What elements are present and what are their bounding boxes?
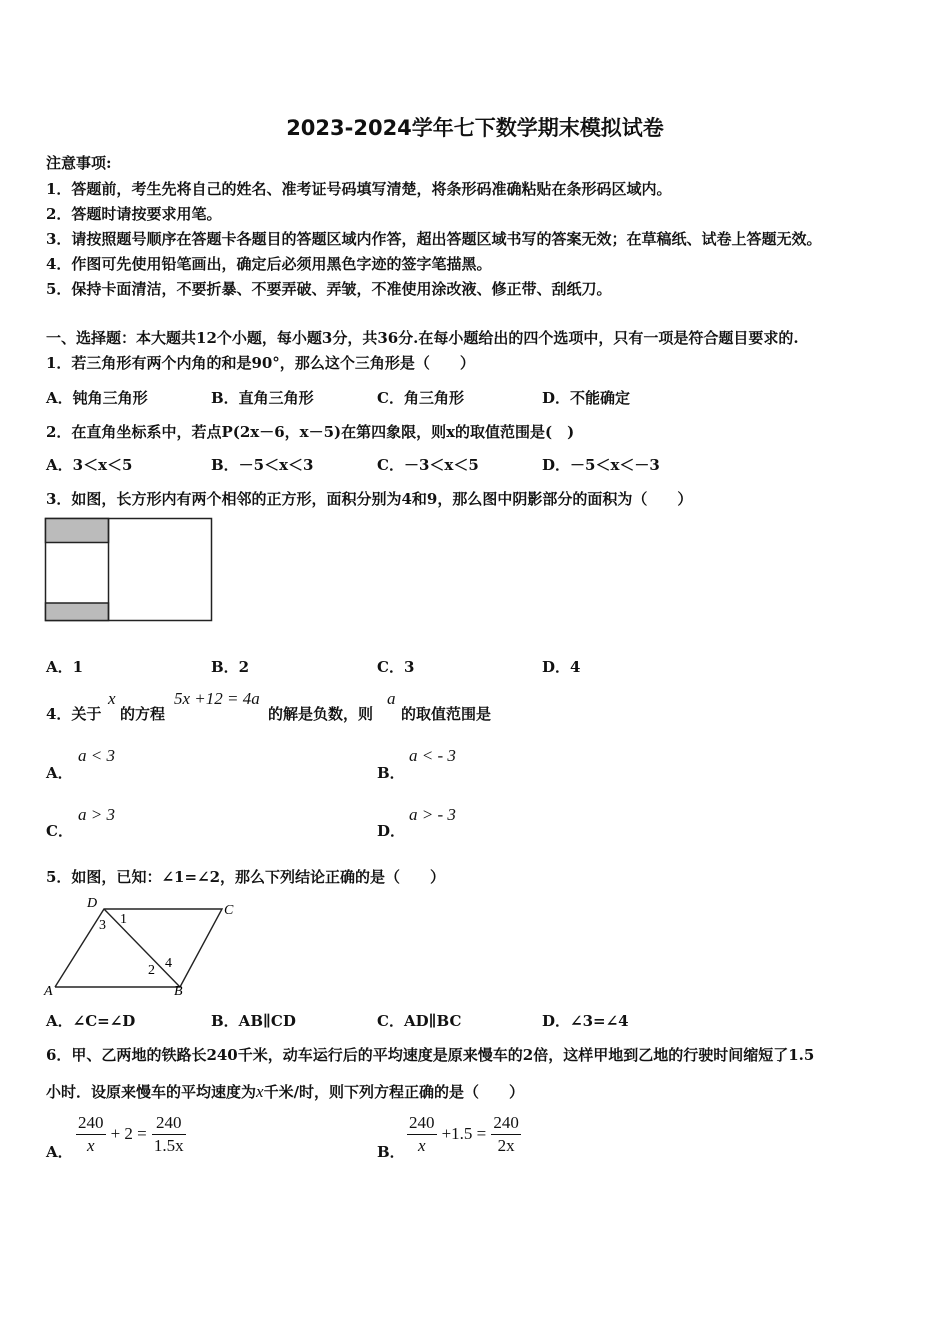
question-4-suffix: 的解是负数，则 bbox=[268, 705, 374, 723]
fraction: $\frac{240}{2x}$ bbox=[493, 1113, 519, 1155]
fraction: $\frac{240}{x}$ bbox=[78, 1113, 104, 1155]
question-6-stem-line1: 6．甲、乙两地的铁路长240千米，动车运行后的平均速度是原来慢车的2倍，这样甲地到乙地的行驶时间缩短了1.5 bbox=[46, 1046, 815, 1064]
q1-option-a: A．钝角三角形 bbox=[46, 389, 148, 407]
q3-option-a: A．1 bbox=[46, 658, 84, 676]
angle-4-label: 4 bbox=[165, 956, 172, 971]
notice-heading: 注意事项: bbox=[46, 154, 112, 172]
q6-option-b-expr: $\frac{240}{x}$ +1.5 = $\frac{240}{2x}$ bbox=[409, 1113, 519, 1155]
question-4-prefix: 4．关于 bbox=[46, 705, 102, 723]
label-b: B bbox=[174, 984, 183, 998]
q4-variable-x: x bbox=[108, 689, 116, 708]
q4-option-a-expr: a < 3 bbox=[78, 746, 115, 765]
q4-equation: 5x +12 = 4a bbox=[174, 689, 260, 708]
q2-option-c: C．－3＜x＜5 bbox=[377, 456, 479, 474]
notice-item: 1．答题前，考生先将自己的姓名、准考证号码填写清楚，将条形码准确粘贴在条形码区域内。 bbox=[46, 180, 672, 198]
question-5-stem: 5．如图，已知：∠1=∠2，那么下列结论正确的是（ ） bbox=[46, 868, 446, 886]
label-d: D bbox=[87, 896, 98, 911]
q4-variable-a: a bbox=[387, 689, 396, 708]
q5-option-d: D．∠3=∠4 bbox=[542, 1012, 629, 1030]
q5-option-b: B．AB∥CD bbox=[211, 1012, 296, 1030]
q1-option-d: D．不能确定 bbox=[542, 389, 631, 407]
diagonal-db bbox=[104, 909, 180, 987]
q6-option-b-label: B． bbox=[377, 1143, 405, 1161]
question-1-stem: 1．若三角形有两个内角的和是90°，那么这个三角形是（ ） bbox=[46, 354, 475, 372]
q2-option-b: B．－5＜x＜3 bbox=[211, 456, 314, 474]
q1-option-c: C．角三角形 bbox=[377, 389, 464, 407]
notice-item: 2．答题时请按要求用笔。 bbox=[46, 205, 222, 223]
q3-rectangle-figure bbox=[44, 517, 214, 623]
angle-1-label: 1 bbox=[120, 912, 127, 927]
q5-option-a: A．∠C=∠D bbox=[46, 1012, 136, 1030]
q3-option-b: B．2 bbox=[211, 658, 250, 676]
shaded-region-top bbox=[46, 519, 109, 543]
q4-option-d-label: D． bbox=[377, 822, 406, 840]
page-title: 2023-2024学年七下数学期末模拟试卷 bbox=[286, 116, 664, 140]
q4-option-c-expr: a > 3 bbox=[78, 805, 115, 824]
q3-option-c: C．3 bbox=[377, 658, 415, 676]
q6-option-a-expr: $\frac{240}{x}$ + 2 = $\frac{240}{1.5x}$ bbox=[78, 1113, 184, 1155]
section-heading: 一、选择题：本大题共12个小题，每小题3分，共36分.在每小题给出的四个选项中，只有一项是符合题目要求的. bbox=[46, 329, 799, 347]
q2-option-a: A．3＜x＜5 bbox=[46, 456, 133, 474]
parallelogram-outline bbox=[55, 909, 222, 987]
q4-option-a-label: A． bbox=[46, 764, 73, 782]
label-c: C bbox=[224, 903, 234, 918]
notice-item: 5．保持卡面清洁，不要折暴、不要弄破、弄皱，不准使用涂改液、修正带、刮纸刀。 bbox=[46, 280, 612, 298]
q5-option-c: C．AD∥BC bbox=[377, 1012, 462, 1030]
q2-option-d: D．－5＜x＜－3 bbox=[542, 456, 660, 474]
q4-option-c-label: C． bbox=[46, 822, 73, 840]
question-4-suffix: 的取值范围是 bbox=[401, 705, 492, 723]
question-3-stem: 3．如图，长方形内有两个相邻的正方形，面积分别为4和9，那么图中阴影部分的面积为（ ） bbox=[46, 490, 693, 508]
notice-item: 4．作图可先使用铅笔画出，确定后必须用黑色字迹的签字笔描黑。 bbox=[46, 255, 492, 273]
q3-option-d: D．4 bbox=[542, 658, 581, 676]
q1-option-b: B．直角三角形 bbox=[211, 389, 314, 407]
q4-option-d-expr: a > - 3 bbox=[409, 805, 456, 824]
q4-option-b-label: B． bbox=[377, 764, 405, 782]
question-2-stem: 2．在直角坐标系中，若点P(2x－6，x－5)在第四象限，则x的取值范围是( ) bbox=[46, 423, 575, 441]
angle-3-label: 3 bbox=[99, 918, 106, 933]
angle-2-label: 2 bbox=[148, 963, 155, 978]
notice-item: 3．请按照题号顺序在答题卡各题目的答题区域内作答，超出答题区域书写的答案无效；在草稿纸、试卷上答题无效。 bbox=[46, 230, 822, 248]
question-4-mid: 的方程 bbox=[120, 705, 166, 723]
shaded-region-bottom bbox=[46, 603, 109, 621]
question-6-stem-line2: 小时．设原来慢车的平均速度为x千米/时，则下列方程正确的是（ ） bbox=[46, 1082, 525, 1101]
q6-option-a-label: A． bbox=[46, 1143, 73, 1161]
q5-parallelogram-figure bbox=[40, 892, 250, 998]
fraction: $\frac{240}{x}$ bbox=[409, 1113, 435, 1155]
q6-variable-x: x bbox=[256, 1082, 264, 1101]
label-a: A bbox=[44, 984, 53, 998]
q4-option-b-expr: a < - 3 bbox=[409, 746, 456, 765]
fraction: $\frac{240}{1.5x}$ bbox=[153, 1113, 184, 1155]
